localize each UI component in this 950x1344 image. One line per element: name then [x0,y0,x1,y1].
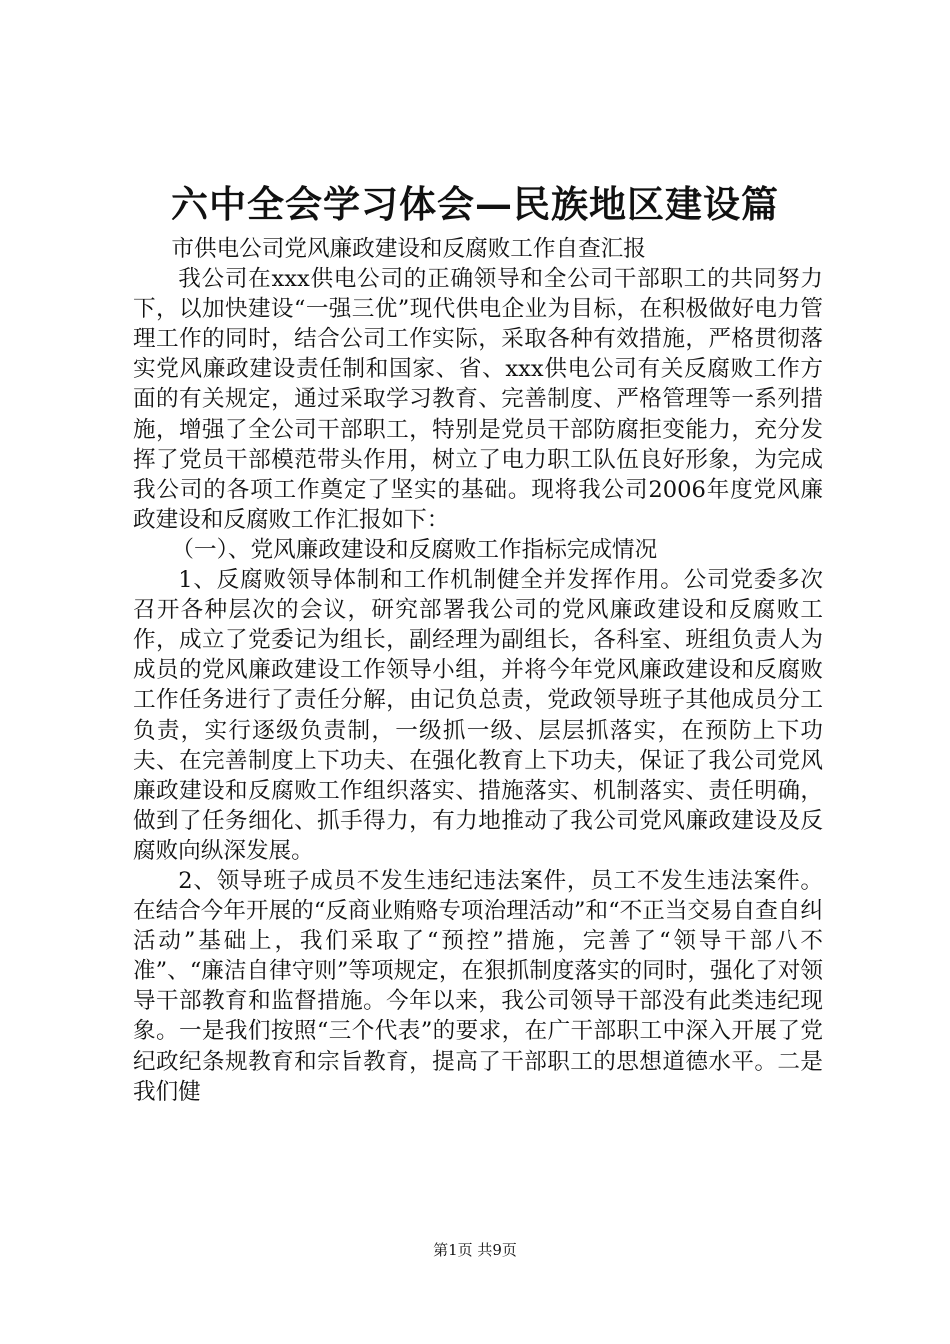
paragraph-intro: 我公司在xxx供电公司的正确领导和全公司干部职工的共同努力下，以加快建设“一强三优”现代供电企业为目标，在积极做好电力管理工作的同时，结合公司工作实际，采取各种有效措施，严格贯彻落实党风廉政建设责任制和国家、省、xxx供电公司有关反腐败工作方面的有关规定，通过采取学习教育、完善制度、严格管理等一系列措施，增强了全公司干部职工，特别是党员干部防腐拒变能力，充分发挥了党员干部模范带头作用，树立了电力职工队伍良好形象，为完成我公司的各项工作奠定了坚实的基础。现将我公司2006年度党风廉政建设和反腐败工作汇报如下： [133,266,823,533]
document-title: 六中全会学习体会—民族地区建设篇 [171,182,779,226]
document-body [133,234,823,1107]
document-subtitle: 市供电公司党风廉政建设和反腐败工作自查汇报 [171,236,646,262]
paragraph-item-1: 1、反腐败领导体制和工作机制健全并发挥作用。公司党委多次召开各种层次的会议，研究部署我公司的党风廉政建设和反腐败工作，成立了党委记为组长，副经理为副组长，各科室、班组负责人为成员的党风廉政建设工作领导小组，并将今年党风廉政建设和反腐败工作任务进行了责任分解，由记负总责，党政领导班子其他成员分工负责，实行逐级负责制，一级抓一级、层层抓落实，在预防上下功夫、在完善制度上下功夫、在强化教育上下功夫，保证了我公司党风廉政建设和反腐败工作组织落实、措施落实、机制落实、责任明确，做到了任务细化、抓手得力，有力地推动了我公司党风廉政建设及反腐败向纵深发展。 [133,567,823,864]
section-heading: （一）、党风廉政建设和反腐败工作指标完成情况 [171,536,658,563]
page-number-footer: 第1页 共9页 [433,1241,517,1259]
paragraph-item-2: 2、领导班子成员不发生违纪违法案件，员工不发生违法案件。在结合今年开展的“反商业贿赂专项治理活动”和“不正当交易自查自纠活动”基础上，我们采取了“预控”措施，完善了“领导干部八不准”、“廉洁自律守则”等项规定，在狠抓制度落实的同时，强化了对领导干部教育和监督措施。今年以来，我公司领导干部没有此类违纪现象。一是我们按照“三个代表”的要求，在广干部职工中深入开展了党纪政纪条规教育和宗旨教育，提高了干部职工的思想道德水平。二是我们健 [133,867,823,1105]
